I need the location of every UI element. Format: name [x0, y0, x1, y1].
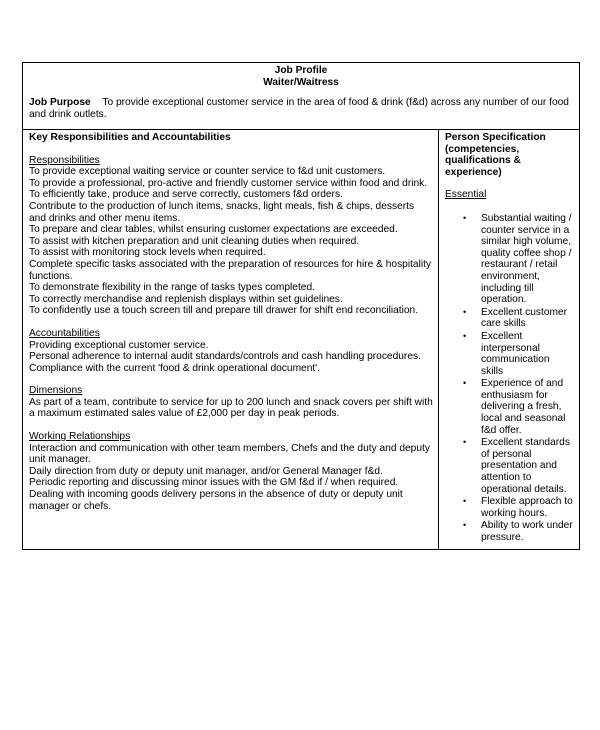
title-line-1: Job Profile — [274, 65, 328, 76]
bullet-icon: • — [463, 520, 467, 531]
list-item — [445, 213, 575, 306]
bullet-icon: • — [463, 437, 467, 448]
dimensions-section — [29, 385, 433, 420]
bullet-icon: • — [463, 306, 467, 317]
list-item-text: Excellent standards of personal presentation and attention to operational details. — [481, 437, 570, 495]
responsibility-line: Contribute to the production of lunch items, snacks, light meals, fish & chips, desserts and drinks and other menu items. — [29, 200, 415, 224]
person-specification-heading: Person Specification (competencies, qualifications & experience) — [445, 132, 546, 178]
bullet-icon: • — [463, 378, 467, 389]
working-relationships-section — [29, 431, 433, 512]
accountability-line: Providing exceptional customer service. — [29, 339, 209, 351]
responsibility-line: To efficiently take, produce and serve correctly, customers f&d orders. — [29, 189, 343, 201]
accountability-line: Compliance with the current 'food & drink operational document'. — [29, 362, 320, 374]
responsibilities-section — [29, 155, 433, 317]
list-item-text: Experience of and enthusiasm for delivering a fresh, local and seasonal f&d offer. — [481, 378, 566, 436]
list-item-text: Substantial waiting / counter service in a similar high volume, quality coffee shop / restaurant / retail environment, including till operation. — [481, 212, 572, 306]
job-profile-table — [22, 62, 580, 550]
accountability-line: Personal adherence to internal audit standards/controls and cash handling procedures. — [29, 351, 421, 363]
relationship-line: Periodic reporting and discussing minor issues with the GM f&d if / when required. — [29, 477, 399, 489]
bullet-icon: • — [463, 330, 467, 341]
job-purpose-label: Job Purpose — [29, 97, 91, 109]
key-responsibilities-heading: Key Responsibilities and Accountabilities — [29, 132, 231, 143]
bullet-icon: • — [463, 496, 467, 507]
list-item-text: Ability to work under pressure. — [481, 520, 573, 543]
list-item-text: Excellent customer care skills — [481, 306, 568, 330]
responsibility-line: To provide a professional, pro-active and friendly customer service within food and drink. — [29, 177, 428, 189]
responsibility-line: To demonstrate flexibility in the range of tasks types completed. — [29, 282, 315, 294]
responsibility-line: Complete specific tasks associated with the preparation of resources for hire & hospitality functions. — [29, 258, 432, 282]
accountabilities-title: Accountabilities — [29, 327, 100, 339]
bullet-icon: • — [463, 212, 467, 223]
list-item — [445, 496, 575, 519]
dimensions-line: As part of a team, contribute to service for up to 200 lunch and snack covers per shift with a maximum estimated sales value of £2,000 per day in peak periods. — [29, 396, 433, 420]
content-row — [23, 130, 580, 550]
list-item — [445, 307, 575, 330]
list-item-text: Excellent interpersonal communication skills — [481, 330, 550, 377]
responsibility-line: To correctly merchandise and replenish displays within set guidelines. — [29, 293, 343, 305]
person-specification-cell — [439, 130, 580, 550]
header-row — [23, 63, 580, 130]
responsibility-line: To provide exceptional waiting service or counter service to f&d unit customers. — [29, 166, 386, 178]
list-item — [445, 437, 575, 495]
title-line-2: Waiter/Waitress — [263, 76, 339, 88]
responsibilities-cell — [23, 130, 439, 550]
responsibilities-title: Responsibilities — [29, 154, 100, 166]
relationship-line: Dealing with incoming goods delivery persons in the absence of duty or deputy unit manager or chefs. — [29, 489, 403, 512]
essential-list — [445, 213, 575, 544]
responsibility-line: To assist with kitchen preparation and unit cleaning duties when required. — [29, 235, 360, 247]
responsibility-line: To assist with monitoring stock levels when required. — [29, 247, 266, 259]
working-relationships-title: Working Relationships — [29, 431, 131, 443]
responsibility-line: To confidently use a touch screen till and prepare till drawer for shift end reconciliation. — [29, 305, 419, 317]
list-item-text: Flexible approach to working hours. — [481, 496, 573, 519]
relationship-line: Interaction and communication with other team members, Chefs and the duty and deputy unit manager. — [29, 442, 430, 466]
list-item — [445, 520, 575, 543]
list-item — [445, 378, 575, 436]
header-cell — [23, 63, 580, 130]
list-item — [445, 331, 575, 377]
relationship-line: Daily direction from duty or deputy unit manager, and/or General Manager f&d. — [29, 465, 383, 477]
accountabilities-section — [29, 328, 433, 374]
job-purpose — [29, 97, 573, 120]
document-title — [29, 65, 573, 88]
dimensions-title: Dimensions — [29, 385, 83, 397]
essential-title: Essential — [445, 189, 487, 201]
job-purpose-text: To provide exceptional customer service in the area of food & drink (f&d) across any number of our food and drink outlets. — [29, 97, 569, 120]
responsibility-line: To prepare and clear tables, whilst ensuring customer expectations are exceeded. — [29, 224, 398, 236]
